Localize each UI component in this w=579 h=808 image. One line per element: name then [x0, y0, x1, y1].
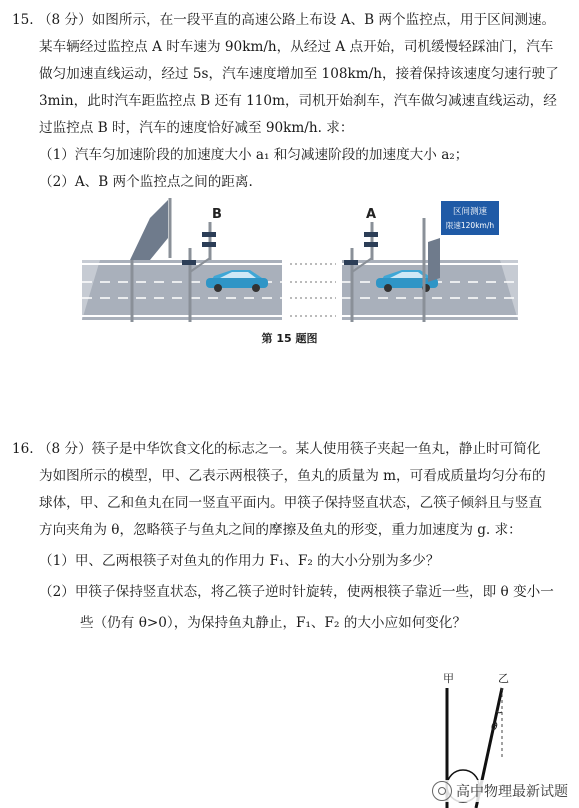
q16-line-3: 球体，甲、乙和鱼丸在同一竖直平面内。甲筷子保持竖直状态，乙筷子倾斜且与竖直 — [39, 495, 542, 511]
label-theta: θ — [491, 720, 498, 733]
q16-line-4: 方向夹角为 θ，忽略筷子与鱼丸之间的摩擦及鱼丸的形变，重力加速度为 g. 求： — [39, 522, 522, 538]
road-left — [82, 260, 282, 320]
q16-subquestion-2-part-b: 些（仍有 θ>0），为保持鱼丸静止，F₁、F₂ 的大小应如何变化？ — [80, 615, 467, 631]
sign-line-1: 区间测速 — [452, 207, 488, 217]
q15-subquestion-1: （1）汽车匀加速阶段的加速度大小 a₁ 和匀减速阶段的加速度大小 a₂； — [39, 147, 469, 163]
watermark-text: 高中物理最新试题 — [456, 784, 568, 800]
q16-subquestion-2-part-a: （2）甲筷子保持竖直状态，将乙筷子逆时针旋转，使两根筷子靠近一些，即 θ 变小一 — [39, 584, 554, 600]
sign-line-2: 限速120km/h — [445, 221, 495, 230]
q15-line-2: 某车辆经过监控点 A 时车速为 90km/h，从经过 A 点开始，司机缓慢轻踩油门，汽车 — [39, 39, 554, 55]
q15-figure — [0, 198, 579, 328]
q15-subquestion-2: （2）A、B 两个监控点之间的距离. — [39, 174, 253, 190]
watermark — [429, 780, 571, 802]
q16-line-1: 16. （8 分）筷子是中华饮食文化的标志之一。某人使用筷子夹起一鱼丸，静止时可简化 — [12, 441, 541, 457]
q15-figure-caption: 第 15 题图 — [261, 332, 318, 345]
speed-limit-sign — [440, 200, 500, 236]
q15-line-5: 过监控点 B 时，汽车的速度恰好减至 90km/h. 求： — [39, 120, 354, 136]
question-16 — [12, 436, 569, 637]
q15-line-4: 3min，此时汽车距监控点 B 还有 110m，司机开始刹车，汽车做匀减速直线运动，经 — [39, 93, 557, 109]
q16-subquestion-1: （1）甲、乙两根筷子对鱼丸的作用力 F₁、F₂ 的大小分别为多少？ — [39, 553, 440, 569]
label-b: B — [212, 207, 222, 222]
wechat-logo-icon — [432, 781, 452, 801]
q15-line-3: 做匀加速直线运动，经过 5s，汽车速度增加至 108km/h，接着保持该速度匀速行驶了 — [39, 66, 559, 82]
label-yi: 乙 — [498, 672, 509, 685]
label-jia: 甲 — [443, 672, 454, 685]
q16-line-2: 为如图所示的模型，甲、乙表示两根筷子，鱼丸的质量为 m，可看成质量均匀分布的 — [39, 468, 546, 484]
label-a: A — [366, 207, 377, 222]
question-15 — [12, 7, 569, 196]
q15-line-1: 15. （8 分）如图所示，在一段平直的高速公路上布设 A、B 两个监控点，用于区间测速。 — [12, 12, 556, 28]
